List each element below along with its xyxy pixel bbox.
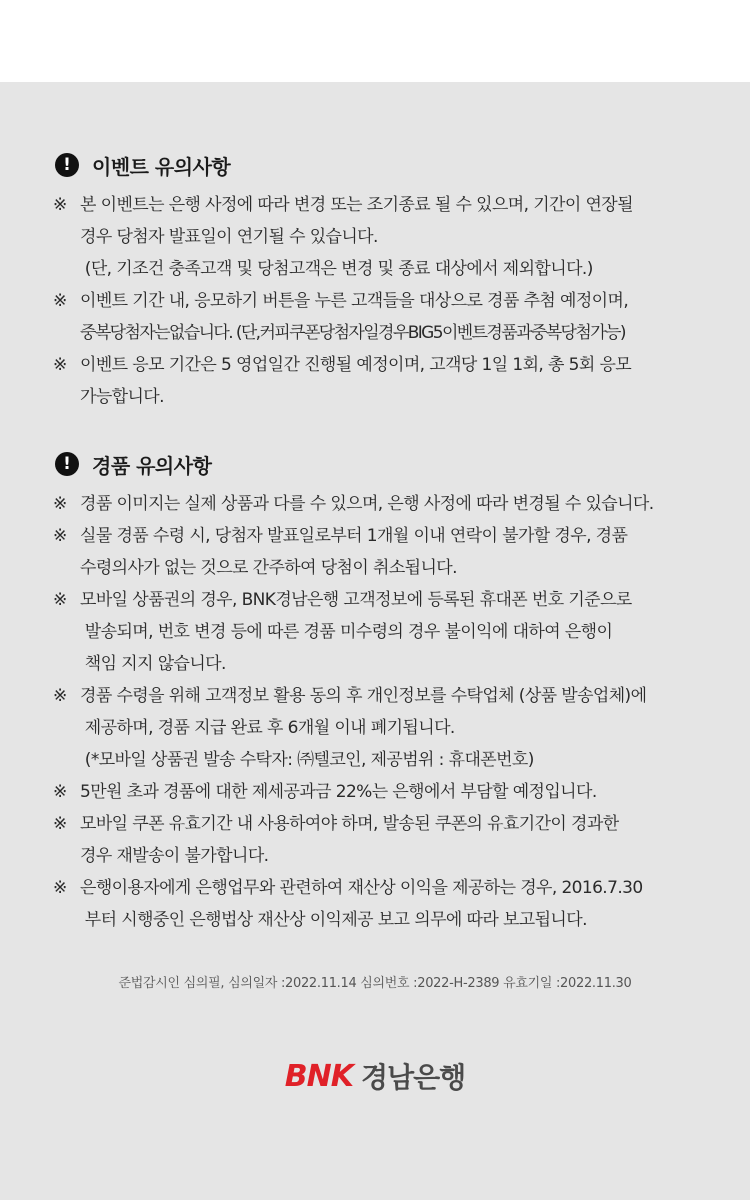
bank-logo — [0, 1056, 750, 1096]
notice-item — [0, 584, 720, 680]
reference-mark: ※ — [53, 878, 68, 898]
notice-line: 실물 경품 수령 시, 당첨자 발표일로부터 1개월 이내 연락이 불가할 경우, 경품 — [80, 526, 628, 546]
reference-mark: ※ — [53, 355, 68, 375]
prize-notice-section — [0, 447, 750, 936]
notice-line: 경품 수령을 위해 고객정보 활용 동의 후 개인정보를 수탁업체 (상품 발송업체)에 — [80, 686, 647, 706]
notice-line: 수령의사가 없는 것으로 간주하여 당첨이 취소됩니다. — [80, 558, 457, 578]
reference-mark: ※ — [53, 195, 68, 215]
notice-line: 제공하며, 경품 지급 완료 후 6개월 이내 폐기됩니다. — [80, 718, 455, 738]
exclamation-icon: ! — [55, 452, 79, 476]
reference-mark: ※ — [53, 526, 68, 546]
notice-line: 부터 시행중인 은행법상 재산상 이익제공 보고 의무에 따라 보고됩니다. — [80, 910, 587, 930]
notice-line: 모바일 상품권의 경우, BNK경남은행 고객정보에 등록된 휴대폰 번호 기준으로 — [80, 590, 632, 610]
notice-line: 중복당첨자는없습니다. (단,커피쿠폰당첨자일경우BIG5이벤트경품과중복당첨가능) — [80, 323, 625, 343]
notice-item — [0, 808, 720, 872]
prize-notice-heading — [55, 447, 750, 481]
notice-line: (단, 기조건 충족고객 및 당첨고객은 변경 및 종료 대상에서 제외합니다.) — [80, 259, 593, 279]
notice-item — [0, 680, 720, 776]
event-notice-heading — [55, 148, 750, 182]
compliance-notice: 준법감시인 심의필, 심의일자 :2022.11.14 심의번호 :2022-H-2389 유효기일 :2022.11.30 — [118, 976, 632, 991]
notice-line: 이벤트 기간 내, 응모하기 버튼을 누른 고객들을 대상으로 경품 추첨 예정이며, — [80, 291, 629, 311]
section-title: 이벤트 유의사항 — [92, 154, 231, 179]
notice-line: 가능합니다. — [80, 387, 164, 407]
notice-line: 모바일 쿠폰 유효기간 내 사용하여야 하며, 발송된 쿠폰의 유효기간이 경과한 — [80, 814, 619, 834]
exclamation-icon: ! — [55, 153, 79, 177]
section-title: 경품 유의사항 — [92, 453, 212, 478]
event-notice-list — [0, 189, 750, 413]
notice-item — [0, 776, 720, 808]
notice-line: 책임 지지 않습니다. — [80, 654, 226, 674]
prize-notice-list — [0, 488, 750, 936]
reference-mark: ※ — [53, 494, 68, 514]
reference-mark: ※ — [53, 686, 68, 706]
reference-mark: ※ — [53, 782, 68, 802]
event-notice-section — [0, 148, 750, 413]
notice-line: 5만원 초과 경품에 대한 제세공과금 22%는 은행에서 부담할 예정입니다. — [80, 782, 597, 802]
notice-line: 경우 당첨자 발표일이 연기될 수 있습니다. — [80, 227, 378, 247]
notice-item — [0, 285, 720, 349]
notice-item — [0, 488, 720, 520]
reference-mark: ※ — [53, 814, 68, 834]
notice-line: 경품 이미지는 실제 상품과 다를 수 있으며, 은행 사정에 따라 변경될 수 있습니다. — [80, 494, 654, 514]
notice-line: 본 이벤트는 은행 사정에 따라 변경 또는 조기종료 될 수 있으며, 기간이 연장될 — [80, 195, 633, 215]
notice-line: 이벤트 응모 기간은 5 영업일간 진행될 예정이며, 고객당 1일 1회, 총 5회 응모 — [80, 355, 632, 375]
notice-line: 경우 재발송이 불가합니다. — [80, 846, 269, 866]
notice-item — [0, 872, 720, 936]
logo-mark: BNK — [284, 1058, 354, 1094]
notice-item — [0, 189, 720, 285]
notice-item — [0, 349, 720, 413]
notice-line: 은행이용자에게 은행업무와 관련하여 재산상 이익을 제공하는 경우, 2016.7.30 — [80, 878, 643, 898]
logo-name: 경남은행 — [361, 1061, 466, 1094]
notice-item — [0, 520, 720, 584]
notice-line: 발송되며, 번호 변경 등에 따른 경품 미수령의 경우 불이익에 대하여 은행이 — [80, 622, 613, 642]
top-white-banner — [0, 0, 750, 82]
reference-mark: ※ — [53, 590, 68, 610]
reference-mark: ※ — [53, 291, 68, 311]
notice-line: (*모바일 상품권 발송 수탁자: ㈜텔코인, 제공범위 : 휴대폰번호) — [80, 750, 534, 770]
